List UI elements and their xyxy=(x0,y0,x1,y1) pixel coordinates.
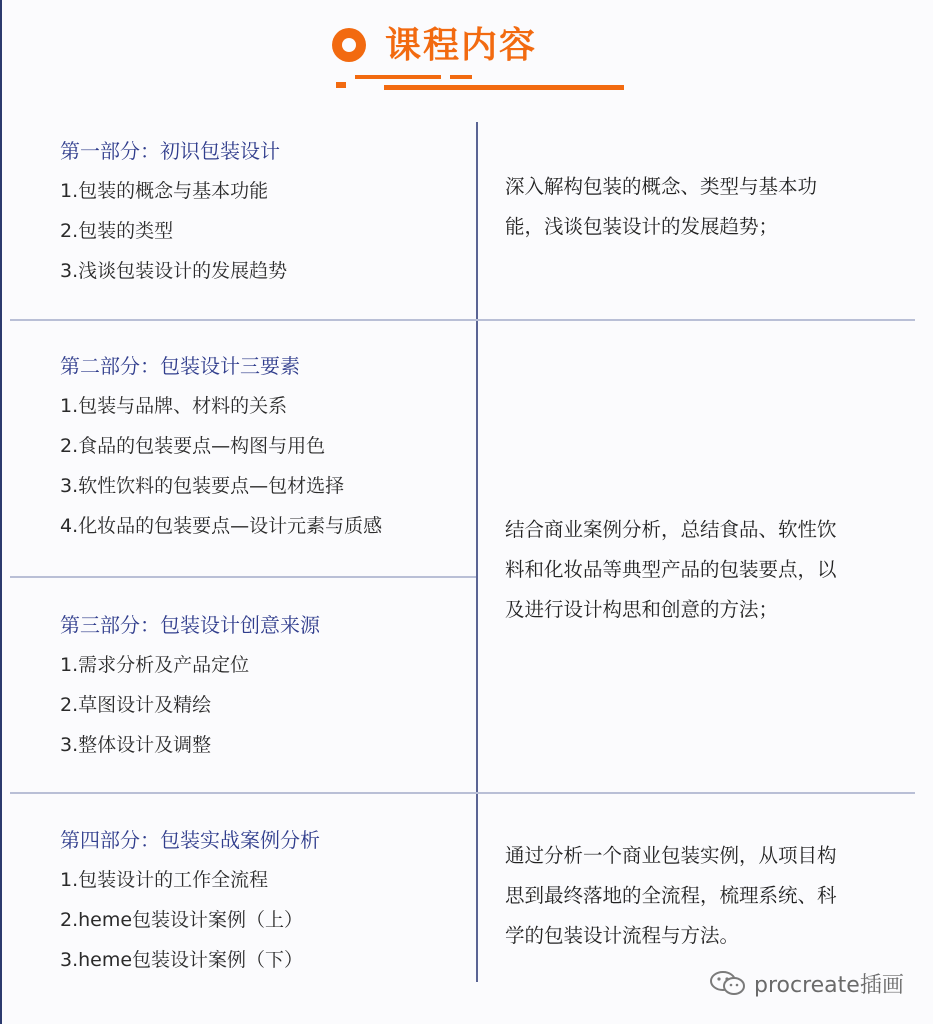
list-item: 2.草图设计及精绘 xyxy=(60,694,212,716)
title-underline-dash xyxy=(450,75,472,79)
list-item: 2.食品的包装要点—构图与用色 xyxy=(60,435,326,457)
header xyxy=(0,0,933,100)
description-2 xyxy=(505,510,900,630)
description-line: 学的包装设计流程与方法。 xyxy=(505,924,740,947)
watermark xyxy=(708,968,904,998)
list-item: 3.软性饮料的包装要点—包材选择 xyxy=(60,475,345,497)
list-item: 2.heme包装设计案例（上） xyxy=(60,909,304,931)
section-4 xyxy=(60,826,470,986)
description-3 xyxy=(505,836,900,956)
description-line: 结合商业案例分析，总结食品、软性饮 xyxy=(505,518,837,541)
column-divider xyxy=(476,122,478,982)
description-line: 通过分析一个商业包装实例，从项目构 xyxy=(505,844,837,867)
list-item: 3.浅谈包装设计的发展趋势 xyxy=(60,260,288,282)
description-line: 料和化妆品等典型产品的包装要点，以 xyxy=(505,558,837,581)
title-underline-bar xyxy=(384,85,624,90)
list-item: 1.包装设计的工作全流程 xyxy=(60,869,269,891)
section-title: 第四部分：包装实战案例分析 xyxy=(60,828,320,852)
row-divider xyxy=(10,576,476,578)
row-divider xyxy=(10,792,915,794)
description-line: 思到最终落地的全流程，梳理系统、科 xyxy=(505,884,837,907)
section-title: 第二部分：包装设计三要素 xyxy=(60,354,300,378)
page-title: 课程内容 xyxy=(385,25,538,66)
list-item: 2.包装的类型 xyxy=(60,220,174,242)
description-1 xyxy=(505,167,900,247)
description-line: 深入解构包装的概念、类型与基本功 xyxy=(505,175,818,198)
list-item: 1.包装的概念与基本功能 xyxy=(60,180,269,202)
watermark-text: procreate插画 xyxy=(754,972,904,998)
section-2 xyxy=(60,352,470,552)
title-underline-dash xyxy=(355,75,441,79)
section-1 xyxy=(60,137,470,297)
list-item: 1.需求分析及产品定位 xyxy=(60,654,250,676)
section-title: 第三部分：包装设计创意来源 xyxy=(60,613,320,637)
wechat-icon xyxy=(708,970,748,996)
section-3 xyxy=(60,611,470,771)
row-divider xyxy=(10,319,915,321)
description-line: 及进行设计构思和创意的方法； xyxy=(505,598,779,621)
circle-bullet-icon xyxy=(332,28,366,62)
list-item: 3.heme包装设计案例（下） xyxy=(60,949,304,971)
description-line: 能，浅谈包装设计的发展趋势； xyxy=(505,215,779,238)
list-item: 1.包装与品牌、材料的关系 xyxy=(60,395,288,417)
list-item: 4.化妆品的包装要点—设计元素与质感 xyxy=(60,515,383,537)
section-title: 第一部分：初识包装设计 xyxy=(60,139,280,163)
title-underline-dot xyxy=(336,82,346,88)
left-border xyxy=(0,0,2,1024)
list-item: 3.整体设计及调整 xyxy=(60,734,212,756)
